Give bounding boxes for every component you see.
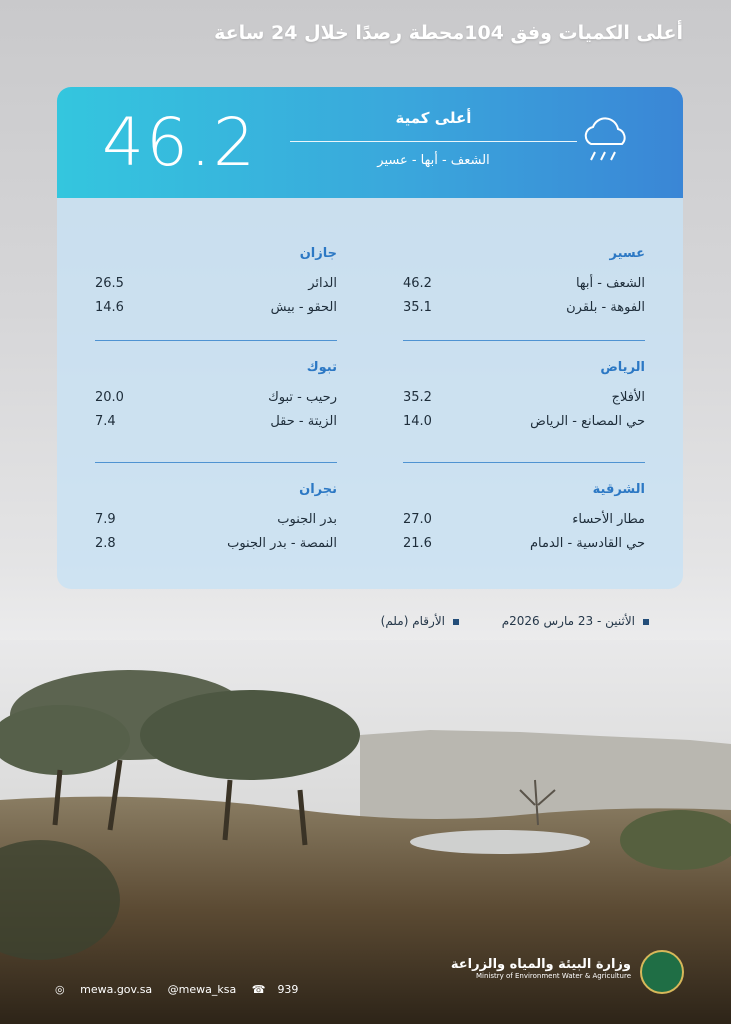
social-handle[interactable]: @mewa_ksa: [167, 983, 237, 996]
station-value: 20.0: [95, 390, 124, 405]
station-value: 26.5: [95, 276, 124, 291]
top-rainfall-location: الشعف - أبها - عسير: [377, 153, 490, 168]
globe-icon: ◎: [55, 983, 65, 996]
station-value: 7.4: [95, 414, 116, 429]
station-row: [403, 512, 645, 536]
station-name: حي القادسية - الدمام: [529, 536, 645, 551]
hero-divider: [290, 141, 577, 142]
bullet-icon: [643, 619, 649, 625]
station-name: الفوهة - بلقرن: [566, 300, 645, 315]
station-row: [403, 276, 645, 300]
station-row: [95, 276, 337, 300]
station-row: [95, 300, 337, 324]
ministry-emblem-icon: [640, 950, 684, 994]
phone-number[interactable]: 939: [277, 983, 299, 996]
region-title: الرياض: [600, 360, 645, 375]
station-row: [95, 512, 337, 536]
region-riyadh: [403, 360, 645, 438]
station-value: 35.2: [403, 390, 432, 405]
station-name: الدائر: [308, 276, 337, 291]
website-link[interactable]: mewa.gov.sa: [80, 983, 153, 996]
station-value: 27.0: [403, 512, 432, 527]
region-title: عسير: [609, 246, 645, 261]
region-title: تبوك: [306, 360, 337, 375]
station-row: [95, 390, 337, 414]
station-value: 14.0: [403, 414, 432, 429]
station-value: 35.1: [403, 300, 432, 315]
station-name: بدر الجنوب: [277, 512, 337, 527]
units-text: الأرقام (ملم): [380, 614, 445, 628]
divider: [95, 340, 337, 341]
region-asir: [403, 246, 645, 324]
divider: [403, 462, 645, 463]
station-name: الشعف - أبها: [575, 276, 645, 291]
station-name: حي المصانع - الرياض: [530, 414, 645, 429]
station-row: [95, 414, 337, 438]
ministry-name-en: Ministry of Environment Water & Agriculture: [476, 972, 631, 980]
station-name: النمصة - بدر الجنوب: [227, 536, 337, 551]
station-name: الأفلاج: [611, 390, 645, 405]
station-name: الحقو - بيش: [270, 300, 337, 315]
subtitle: أعلى الكميات وفق 104محطة رصدًا خلال 24 ساعة: [214, 22, 683, 44]
station-value: 21.6: [403, 536, 432, 551]
station-value: 7.9: [95, 512, 116, 527]
station-row: [403, 414, 645, 438]
region-title: الشرقية: [592, 482, 645, 497]
station-row: [403, 536, 645, 560]
divider: [403, 340, 645, 341]
top-rainfall-value: 46.2: [102, 104, 257, 181]
units-note: [381, 614, 459, 628]
date-note: [502, 614, 649, 628]
station-row: [95, 536, 337, 560]
region-eastern: [403, 482, 645, 560]
region-title: جازان: [299, 246, 337, 261]
station-value: 46.2: [403, 276, 432, 291]
station-name: رحيب - تبوك: [268, 390, 337, 405]
ministry-name-ar: وزارة البيئة والمياه والزراعة: [450, 957, 631, 972]
bullet-icon: [453, 619, 459, 625]
contact-bar: [55, 983, 310, 996]
ministry-logo-text: [451, 957, 631, 980]
region-jazan: [95, 246, 337, 324]
rain-cloud-icon: [577, 114, 637, 166]
region-najran: [95, 482, 337, 560]
rainfall-card: [57, 87, 683, 589]
station-name: الزيتة - حقل: [270, 414, 337, 429]
station-name: مطار الأحساء: [572, 512, 645, 527]
station-value: 2.8: [95, 536, 116, 551]
date-text: الأثنين - 23 مارس 2026م: [501, 614, 635, 628]
station-value: 14.6: [95, 300, 124, 315]
region-title: نجران: [299, 482, 337, 497]
divider: [95, 462, 337, 463]
top-rainfall-label: أعلى كمية: [395, 109, 472, 127]
station-row: [403, 390, 645, 414]
station-row: [403, 300, 645, 324]
phone-icon: ☎: [251, 983, 266, 996]
hero-banner: [57, 87, 683, 198]
region-tabuk: [95, 360, 337, 438]
